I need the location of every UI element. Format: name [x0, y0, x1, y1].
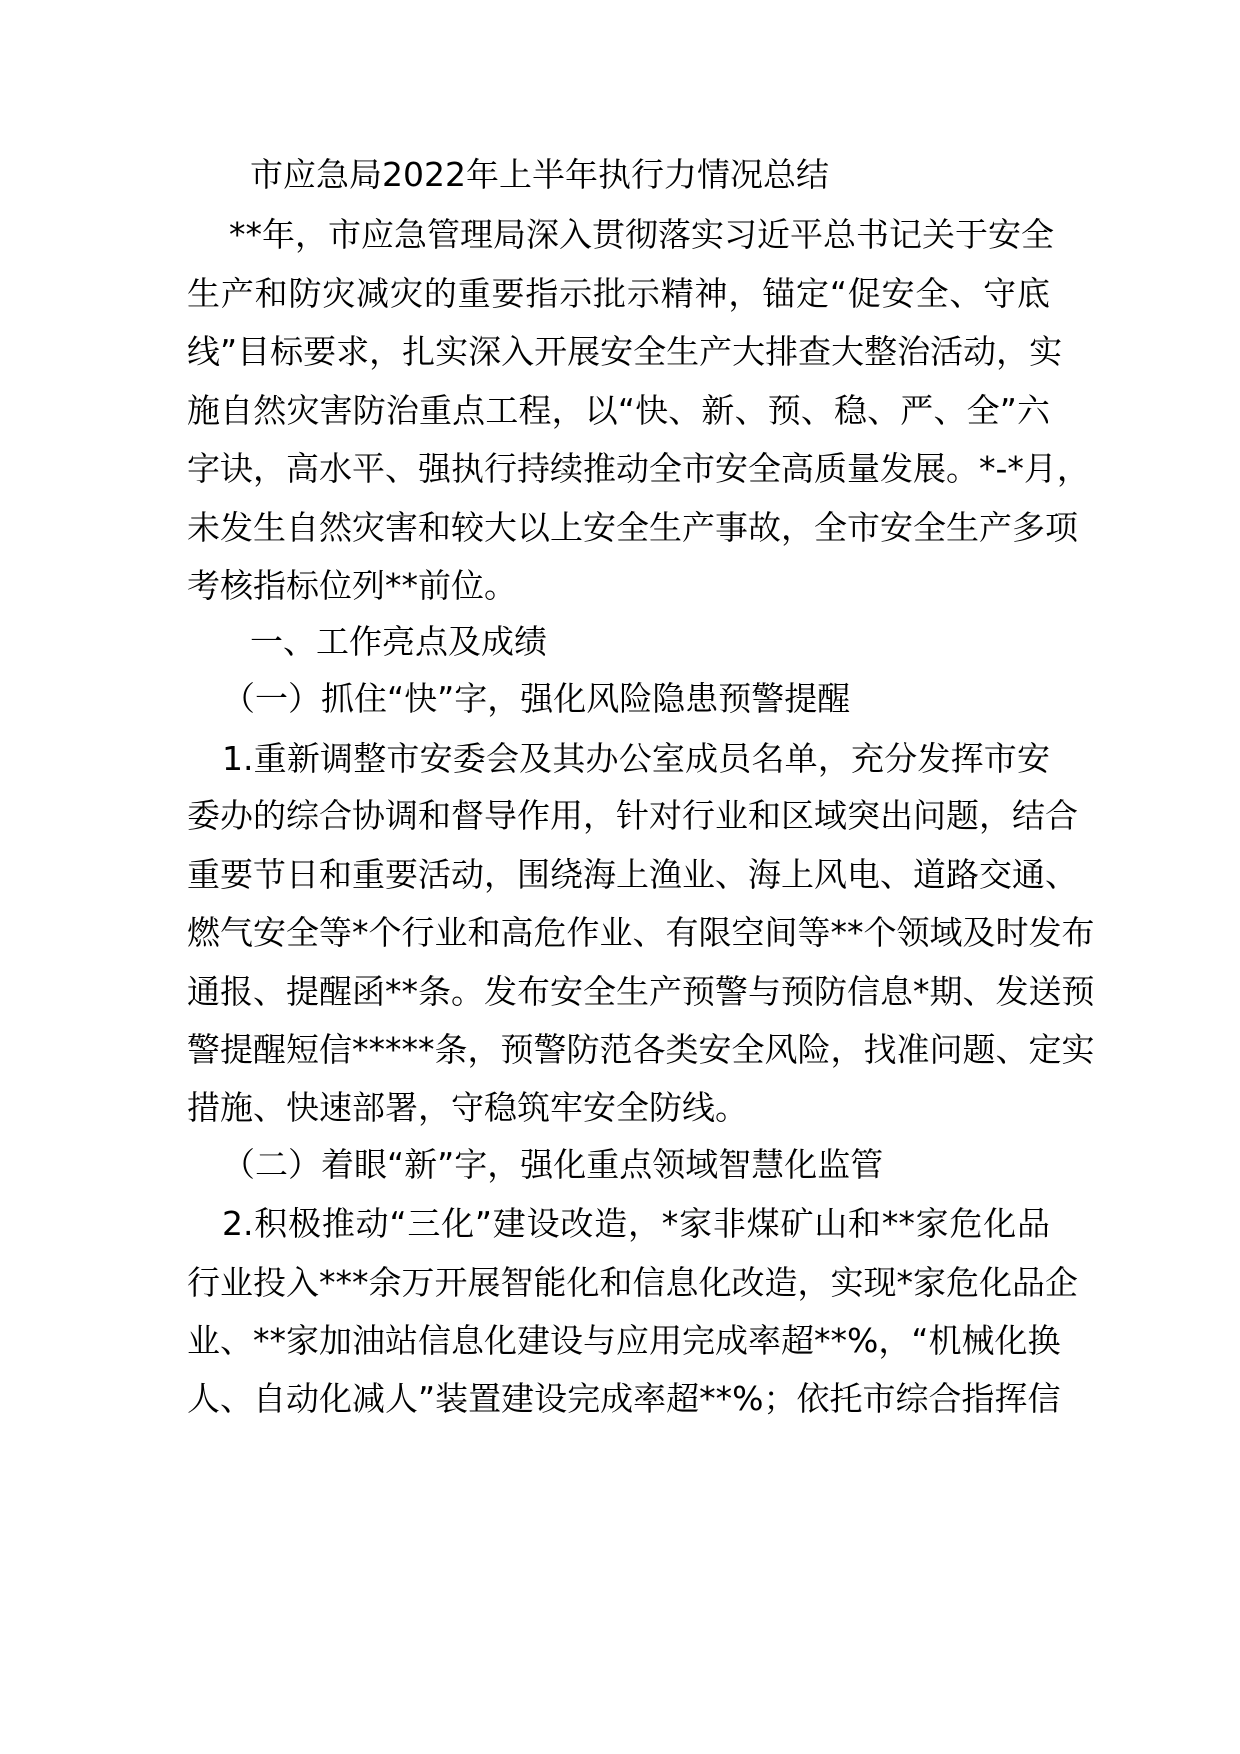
- paragraph-line: 重要节日和重要活动，围绕海上渔业、海上风电、道路交通、: [187, 855, 1078, 894]
- paragraph-line: 1.重新调整市安委会及其办公室成员名单，充分发挥市安: [222, 739, 1050, 778]
- section-heading: 一、工作亮点及成绩: [250, 622, 547, 661]
- paragraph-line: 施自然灾害防治重点工程，以“快、新、预、稳、严、全”六: [187, 391, 1050, 430]
- paragraph-line: 委办的综合协调和督导作用，针对行业和区域突出问题，结合: [187, 796, 1078, 835]
- subsection-heading: （二）着眼“新”字，强化重点领域智慧化监管: [222, 1145, 884, 1184]
- paragraph-line: 燃气安全等*个行业和高危作业、有限空间等**个领域及时发布: [187, 913, 1095, 952]
- paragraph-line: 人、自动化减人”装置建设完成率超**%；依托市综合指挥信: [187, 1379, 1061, 1418]
- document-title: 市应急局2022年上半年执行力情况总结: [250, 155, 829, 194]
- paragraph-line: 行业投入***余万开展智能化和信息化改造，实现*家危化品企: [187, 1263, 1078, 1302]
- paragraph-line: 通报、提醒函**条。发布安全生产预警与预防信息*期、发送预: [187, 972, 1095, 1011]
- subsection-heading: （一）抓住“快”字，强化风险隐患预警提醒: [222, 679, 851, 718]
- paragraph-line: 措施、快速部署，守稳筑牢安全防线。: [187, 1088, 748, 1127]
- paragraph-line: 生产和防灾减灾的重要指示批示精神，锚定“促安全、守底: [187, 274, 1050, 313]
- paragraph-line: 业、**家加油站信息化建设与应用完成率超**%，“机械化换: [187, 1321, 1061, 1360]
- paragraph-line: 未发生自然灾害和较大以上安全生产事故，全市安全生产多项: [187, 508, 1078, 547]
- paragraph-line: **年，市应急管理局深入贯彻落实习近平总书记关于安全: [229, 215, 1054, 254]
- paragraph-line: 字诀，高水平、强执行持续推动全市安全高质量发展。*-*月，: [187, 449, 1090, 488]
- paragraph-line: 警提醒短信*****条，预警防范各类安全风险，找准问题、定实: [187, 1030, 1095, 1069]
- paragraph-line: 2.积极推动“三化”建设改造，*家非煤矿山和**家危化品: [222, 1204, 1050, 1243]
- paragraph-line: 线”目标要求，扎实深入开展安全生产大排查大整治活动，实: [187, 332, 1063, 371]
- paragraph-line: 考核指标位列**前位。: [187, 566, 517, 605]
